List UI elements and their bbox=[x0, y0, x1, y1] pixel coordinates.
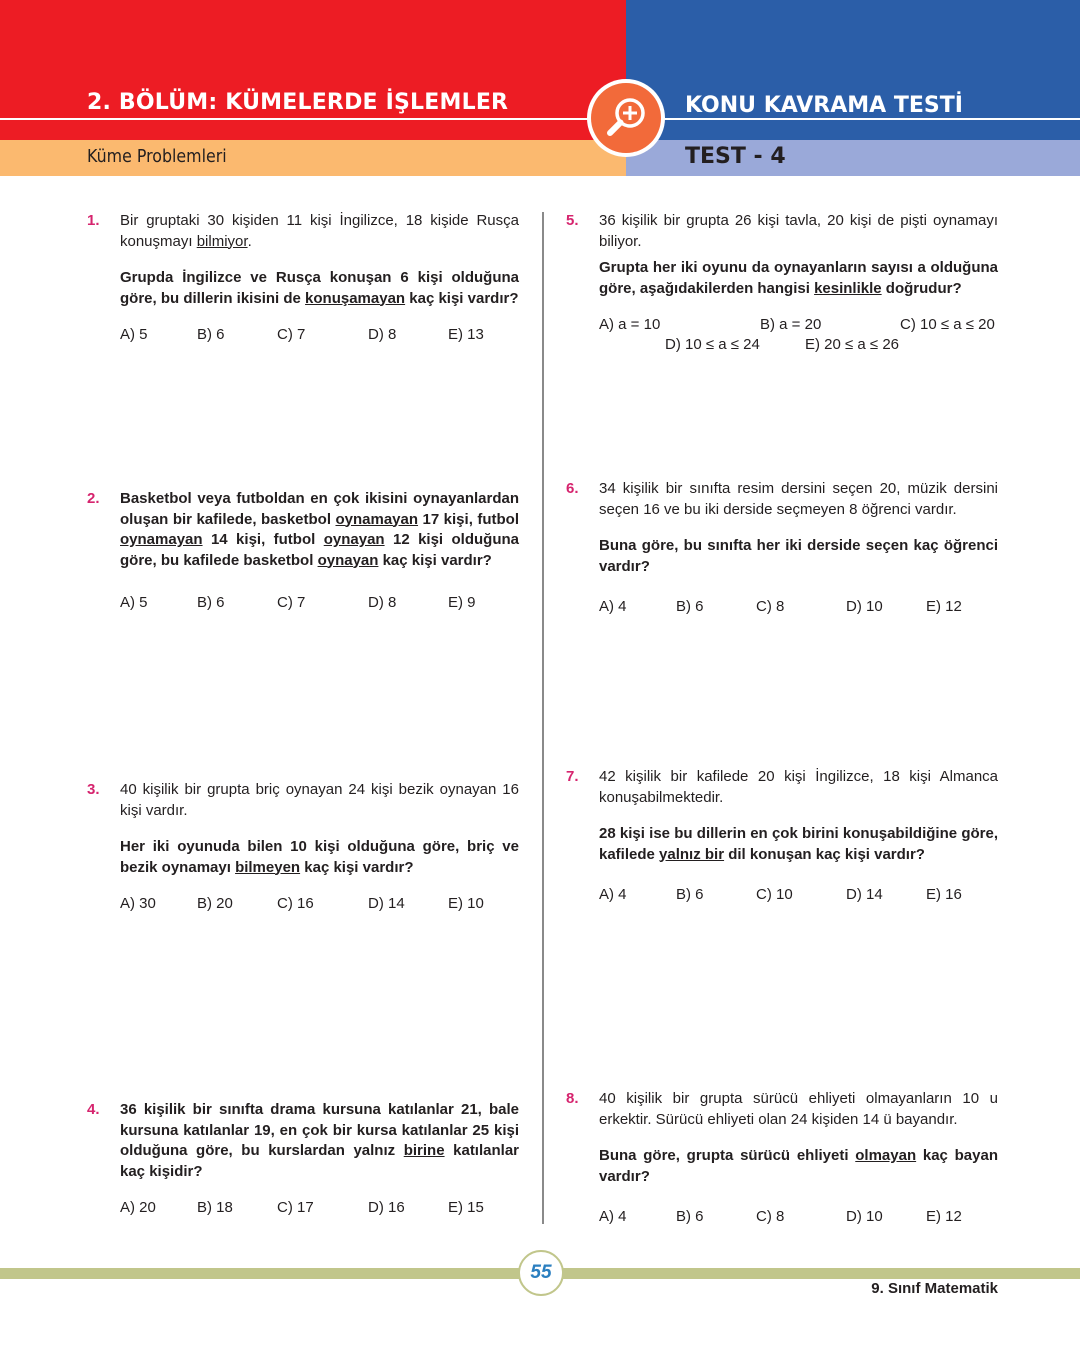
header-divider-line bbox=[0, 118, 1080, 120]
option-c[interactable]: C) 8 bbox=[756, 598, 785, 615]
question-number: 8. bbox=[566, 1090, 579, 1107]
answer-options bbox=[120, 1198, 519, 1220]
question-number: 3. bbox=[87, 781, 100, 798]
option-b[interactable]: B) 6 bbox=[676, 886, 704, 903]
underlined-keyword: kesinlikle bbox=[814, 279, 882, 297]
question-4 bbox=[87, 1100, 519, 1220]
option-d[interactable]: D) 14 bbox=[368, 895, 405, 912]
question-number: 7. bbox=[566, 768, 579, 785]
question-6 bbox=[566, 479, 998, 619]
question-number: 1. bbox=[87, 212, 100, 229]
question-prompt: Buna göre, grupta sürücü ehliyeti olmayan kaç bayan vardır? bbox=[599, 1147, 998, 1185]
option-b[interactable]: B) 18 bbox=[197, 1199, 233, 1216]
option-a[interactable]: A) 20 bbox=[120, 1199, 156, 1216]
book-title: 9. Sınıf Matematik bbox=[871, 1280, 998, 1297]
option-d[interactable]: D) 14 bbox=[846, 886, 883, 903]
chapter-title: 2. BÖLÜM: KÜMELERDE İŞLEMLER bbox=[87, 90, 509, 115]
underlined-keyword: yalnız bir bbox=[659, 845, 725, 863]
underlined-keyword: birine bbox=[403, 1142, 445, 1159]
option-c[interactable]: C) 8 bbox=[756, 1208, 785, 1225]
option-e[interactable]: E) 16 bbox=[926, 886, 962, 903]
column-divider bbox=[542, 212, 544, 1224]
option-a[interactable]: A) 4 bbox=[599, 1208, 627, 1225]
option-c[interactable]: C) 17 bbox=[277, 1199, 314, 1216]
question-prompt: Basketbol veya futboldan en çok ikisini oynayanlardan oluşan bir kafilede, basketbol oynamayan 17 kişi, futbol oynamayan 14 kişi, futbol oynayan 12 kişi olduğuna göre, bu kafilede basketbol oynayan kaç kişi vardır? bbox=[120, 490, 519, 569]
answer-options bbox=[120, 325, 519, 347]
question-prompt: Grupta her iki oyunu da oynayanların sayısı a olduğuna göre, aşağıdakilerden hangisi kesinlikle doğrudur? bbox=[599, 259, 998, 297]
option-b[interactable]: B) a = 20 bbox=[760, 316, 822, 333]
option-d[interactable]: D) 8 bbox=[368, 326, 397, 343]
option-e[interactable]: E) 12 bbox=[926, 1208, 962, 1225]
option-e[interactable]: E) 13 bbox=[448, 326, 484, 343]
option-e[interactable]: E) 20 ≤ a ≤ 26 bbox=[805, 336, 900, 353]
question-prompt: Grupda İngilizce ve Rusça konuşan 6 kişi olduğuna göre, bu dillerin ikisini de konuşamayan kaç kişi vardır? bbox=[120, 269, 519, 307]
question-number: 2. bbox=[87, 490, 100, 507]
question-number: 6. bbox=[566, 480, 579, 497]
answer-options bbox=[120, 593, 519, 615]
answer-options bbox=[120, 894, 519, 916]
question-prompt: Buna göre, bu sınıfta her iki derside seçen kaç öğrenci vardır? bbox=[599, 537, 998, 575]
question-stem: 36 kişilik bir grupta 26 kişi tavla, 20 kişi de pişti oynamayı biliyor. bbox=[599, 212, 998, 250]
question-7 bbox=[566, 767, 998, 907]
answer-options bbox=[599, 597, 998, 619]
question-2 bbox=[87, 489, 519, 615]
option-a[interactable]: A) a = 10 bbox=[599, 316, 661, 333]
question-stem: 42 kişilik bir kafilede 20 kişi İngilizce, 18 kişi Almanca konuşabilmektedir. bbox=[599, 768, 998, 806]
option-a[interactable]: A) 5 bbox=[120, 326, 148, 343]
option-d[interactable]: D) 10 bbox=[846, 598, 883, 615]
question-number: 4. bbox=[87, 1101, 100, 1118]
test-number: TEST - 4 bbox=[685, 144, 786, 169]
option-b[interactable]: B) 6 bbox=[676, 1208, 704, 1225]
option-d[interactable]: D) 8 bbox=[368, 594, 397, 611]
underlined-keyword: konuşamayan bbox=[305, 289, 406, 307]
question-stem: 40 kişilik bir grupta briç oynayan 24 kişi bezik oynayan 16 kişi vardır. bbox=[120, 781, 519, 819]
option-c[interactable]: C) 16 bbox=[277, 895, 314, 912]
option-b[interactable]: B) 6 bbox=[676, 598, 704, 615]
question-stem: 34 kişilik bir sınıfta resim dersini seçen 20, müzik dersini seçen 16 ve bu iki derside seçmeyen 8 öğrenci vardır. bbox=[599, 480, 998, 518]
question-prompt: 36 kişilik bir sınıfta drama kursuna katılanlar 21, bale kursuna katılanlar 19, en çok bir kursa katılanlar 25 kişi olduğuna göre, bu kurslardan yalnız birine katılanlar kaç kişidir? bbox=[120, 1101, 519, 1180]
option-a[interactable]: A) 4 bbox=[599, 598, 627, 615]
option-c[interactable]: C) 7 bbox=[277, 594, 306, 611]
underlined-keyword: oynayan bbox=[323, 531, 385, 548]
option-c[interactable]: C) 7 bbox=[277, 326, 306, 343]
underlined-keyword: bilmeyen bbox=[235, 858, 301, 876]
question-8 bbox=[566, 1089, 998, 1229]
option-e[interactable]: E) 10 bbox=[448, 895, 484, 912]
option-d[interactable]: D) 16 bbox=[368, 1199, 405, 1216]
answer-options bbox=[599, 885, 998, 907]
option-e[interactable]: E) 15 bbox=[448, 1199, 484, 1216]
option-e[interactable]: E) 9 bbox=[448, 594, 476, 611]
question-prompt: Her iki oyunuda bilen 10 kişi olduğuna göre, briç ve bezik oynamayı bilmeyen kaç kişi vardır? bbox=[120, 838, 519, 876]
question-prompt: 28 kişi ise bu dillerin en çok birini konuşabildiğine göre, kafilede yalnız bir dil konuşan kaç kişi vardır? bbox=[599, 825, 998, 863]
option-d[interactable]: D) 10 bbox=[846, 1208, 883, 1225]
answer-options bbox=[599, 1207, 998, 1229]
underlined-keyword: oynamayan bbox=[335, 510, 419, 528]
underlined-keyword: olmayan bbox=[855, 1147, 917, 1164]
question-number: 5. bbox=[566, 212, 579, 229]
option-c[interactable]: C) 10 ≤ a ≤ 20 bbox=[900, 316, 995, 333]
underlined-keyword: oynayan bbox=[317, 551, 379, 569]
magnifier-plus-icon bbox=[585, 77, 667, 159]
option-a[interactable]: A) 30 bbox=[120, 895, 156, 912]
question-stem: 40 kişilik bir grupta sürücü ehliyeti olmayanların 10 u erkektir. Sürücü ehliyeti olan 24 kişiden 14 ü bayandır. bbox=[599, 1090, 998, 1128]
option-b[interactable]: B) 6 bbox=[197, 594, 225, 611]
option-b[interactable]: B) 20 bbox=[197, 895, 233, 912]
option-c[interactable]: C) 10 bbox=[756, 886, 793, 903]
option-b[interactable]: B) 6 bbox=[197, 326, 225, 343]
question-stem: Bir gruptaki 30 kişiden 11 kişi İngilizce, 18 kişide Rusça konuşmayı bilmiyor. bbox=[120, 212, 519, 250]
question-1 bbox=[87, 211, 519, 347]
option-a[interactable]: A) 4 bbox=[599, 886, 627, 903]
question-3 bbox=[87, 780, 519, 916]
section-title: Küme Problemleri bbox=[87, 146, 227, 167]
underlined-keyword: oynamayan bbox=[120, 531, 203, 548]
underlined-keyword: bilmiyor bbox=[196, 232, 248, 250]
option-d[interactable]: D) 10 ≤ a ≤ 24 bbox=[665, 336, 760, 353]
question-5 bbox=[566, 211, 998, 357]
option-e[interactable]: E) 12 bbox=[926, 598, 962, 615]
page-number: 55 bbox=[518, 1250, 564, 1296]
answer-options bbox=[599, 315, 998, 357]
test-type-title: KONU KAVRAMA TESTİ bbox=[685, 93, 963, 118]
option-a[interactable]: A) 5 bbox=[120, 594, 148, 611]
